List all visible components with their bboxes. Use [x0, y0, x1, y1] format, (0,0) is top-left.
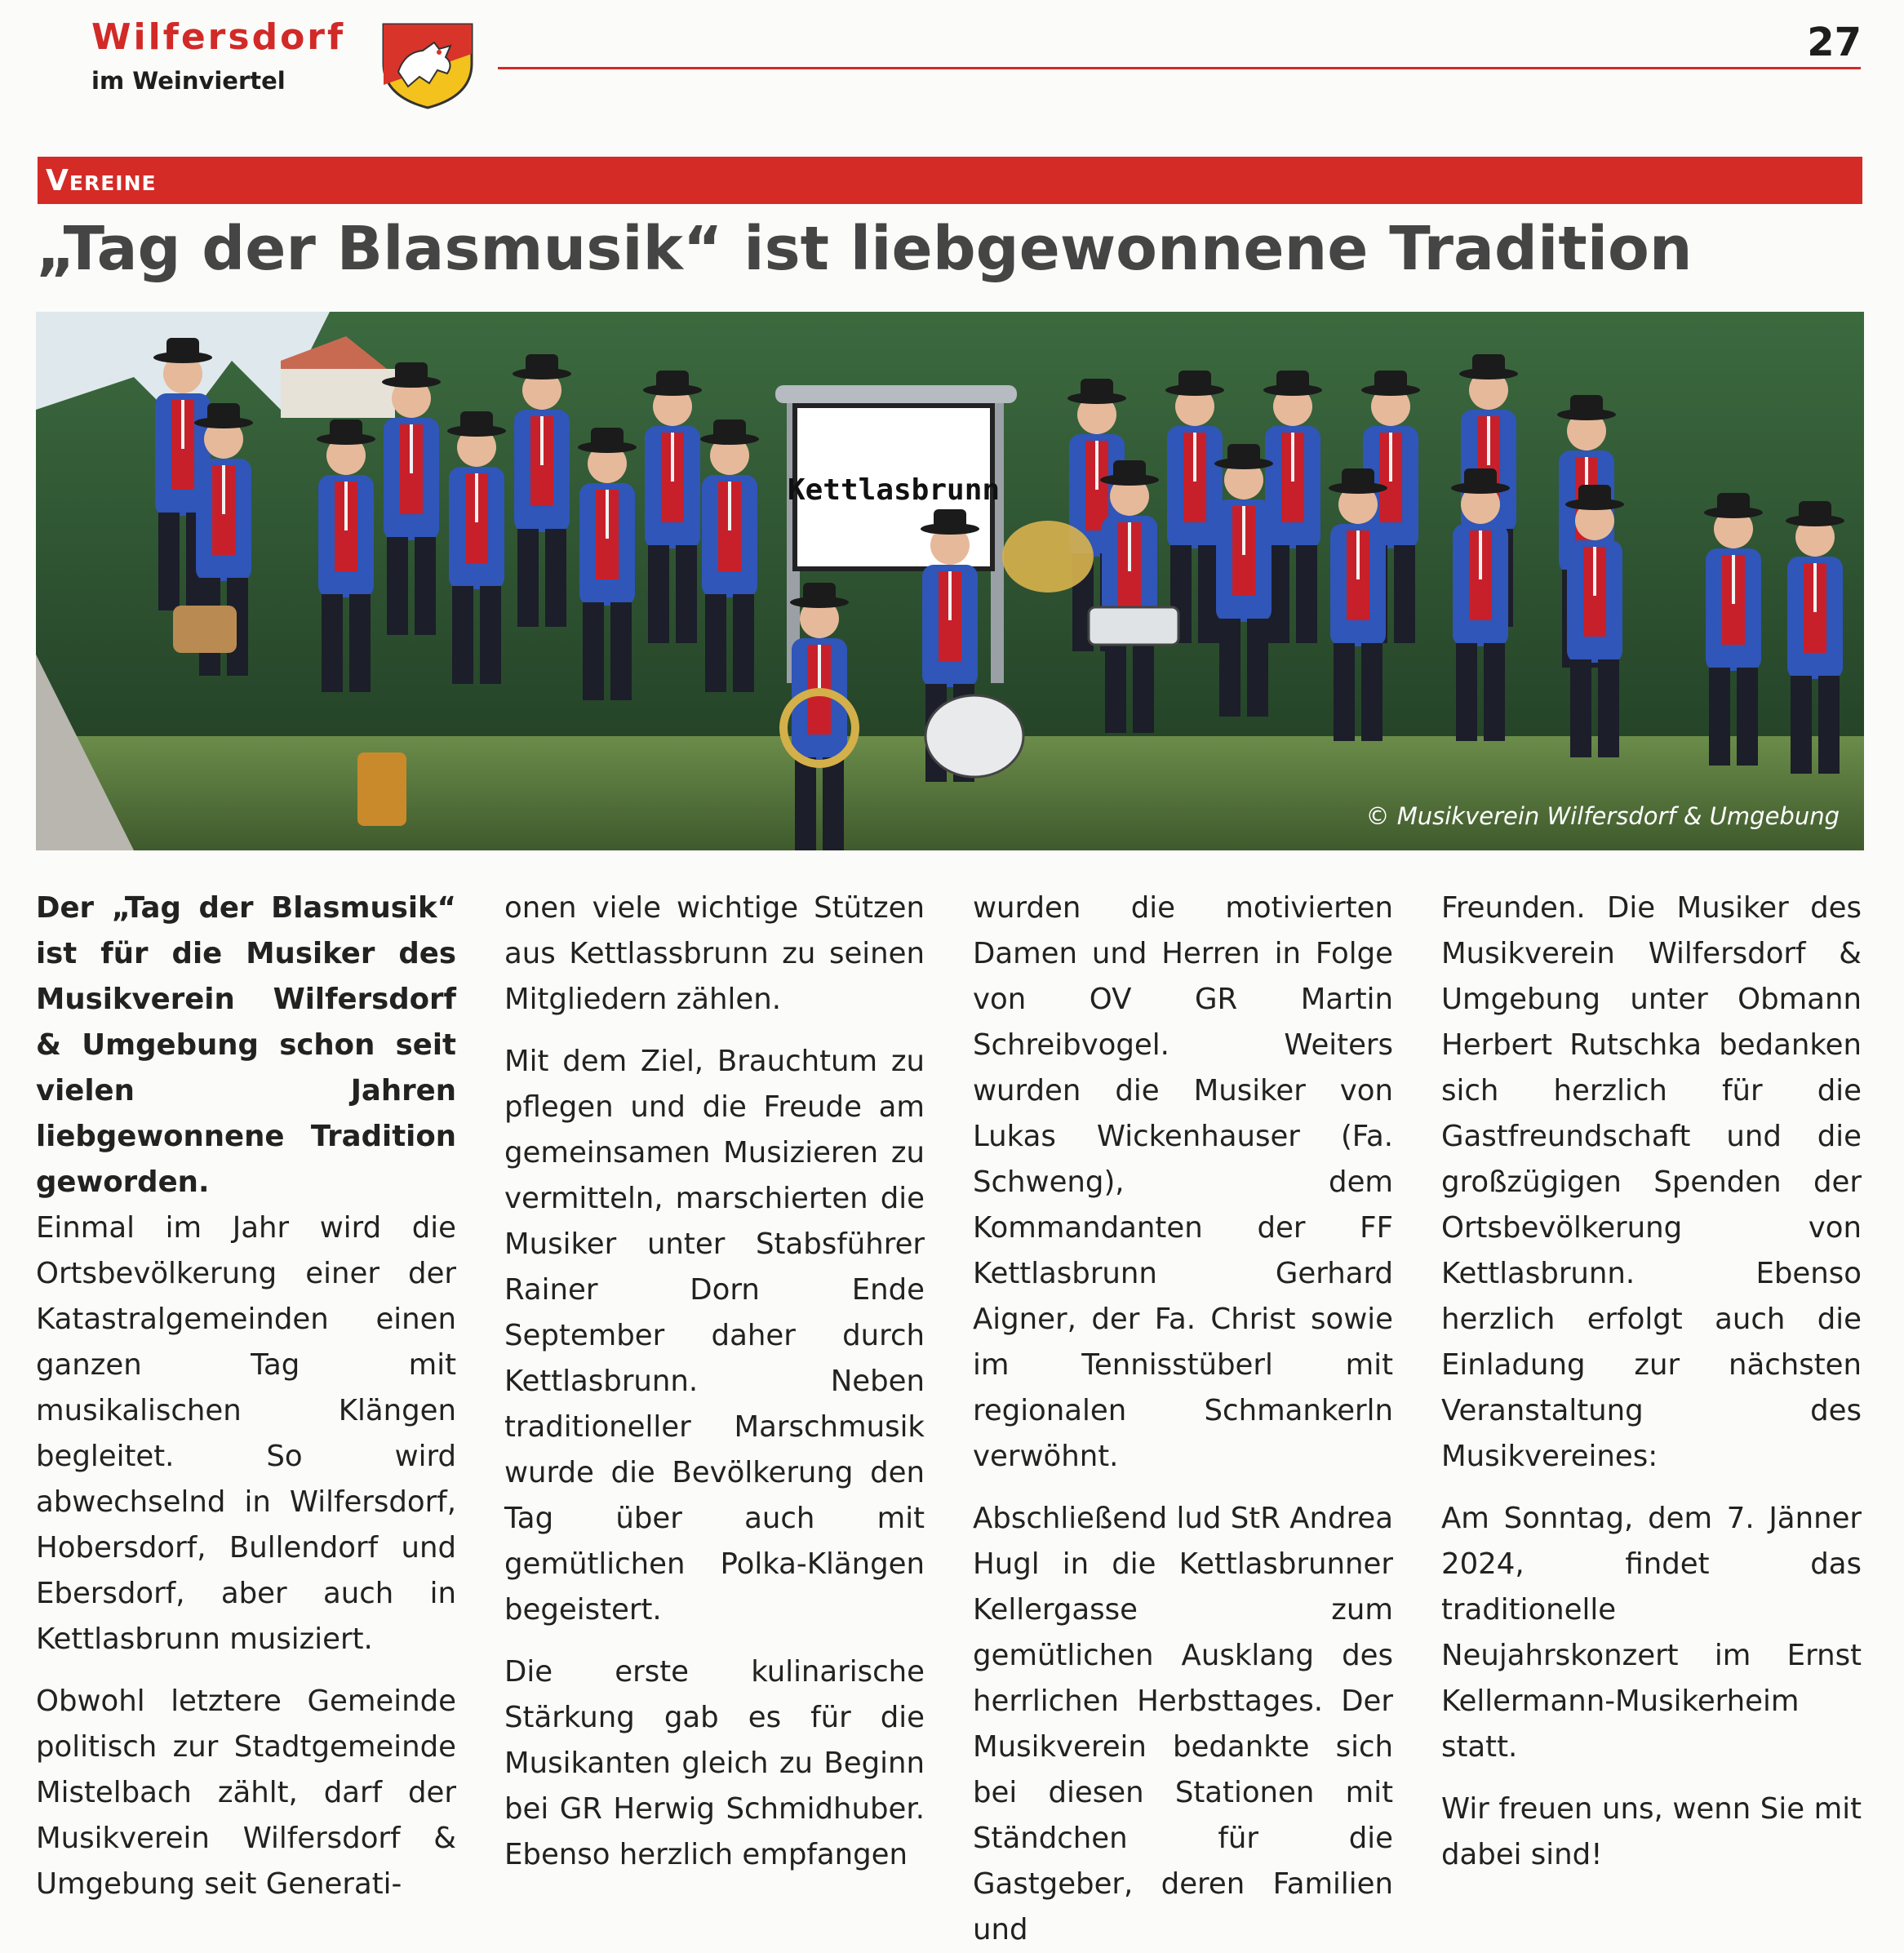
masthead: [91, 16, 346, 95]
article-column-4: [1441, 886, 1862, 1878]
section-label: Vereine: [46, 164, 157, 198]
group-photo: [36, 312, 1864, 850]
brand-subtitle: im Weinviertel: [91, 67, 286, 95]
paragraph: Obwohl letztere Gemeinde politisch zur Stadtgemeinde Mistelbach zählt, darf der Musikverein Wilfersdorf & Umgebung seit Generati-: [36, 1684, 456, 1901]
paragraph: Freunden. Die Musiker des Musikverein Wilfersdorf & Umgebung unter Obmann Herbert Rutschka bedanken sich herzlich für die Gastfreundschaft und die großzügigen Spenden der Ortsbevölkerung von Kettlasbrunn. Ebenso herzlich erfolgt auch die Einladung zur nächsten Veranstaltung des Musikvereines:: [1441, 891, 1862, 1473]
paragraph: Mit dem Ziel, Brauchtum zu pflegen und die Freude am gemeinsamen Musizieren zu vermitteln, marschierten die Musiker unter Stabsführer Rainer Dorn Ende September daher durch Kettlasbrunn. Neben traditioneller Marschmusik wurde die Bevölkerung den Tag über auch mit gemütlichen Polka-Klängen begeistert.: [504, 1045, 925, 1627]
article-column-1: [36, 886, 456, 1907]
article-column-3: [973, 886, 1393, 1953]
paragraph: Am Sonntag, dem 7. Jänner 2024, findet das traditionelle Neujahrskonzert im Ernst Kellermann-Musikerheim statt.: [1441, 1502, 1862, 1764]
article-title: „Tag der Blasmusik“ ist liebgewonnene Tradition: [36, 214, 1693, 284]
header-rule: [498, 67, 1861, 69]
paragraph: Einmal im Jahr wird die Ortsbevölkerung einer der Katastralgemeinden einen ganzen Tag mit musikalischen Klängen begleitet. So wird abwechselnd in Wilfersdorf, Hobersdorf, Bullendorf und Ebersdorf, aber auch in Kettlasbrunn musiziert.: [36, 1211, 456, 1656]
paragraph: Die erste kulinarische Stärkung gab es für die Musikanten gleich zu Beginn bei GR Herwig Schmidhuber. Ebenso herzlich empfangen: [504, 1655, 925, 1871]
band-photo-illustration: [36, 312, 1864, 850]
photo-credit: © Musikverein Wilfersdorf & Umgebung: [1365, 802, 1840, 830]
wilfersdorf-coat-of-arms-icon: [380, 21, 475, 109]
sign-text: Kettlasbrunn: [787, 473, 1001, 507]
paragraph: wurden die motivierten Damen und Herren in Folge von OV GR Martin Schreibvogel. Weiters wurden die Musiker von Lukas Wickenhauser (Fa. Schweng), dem Kommandanten der FF Kettlasbrunn Gerhard Aigner, der Fa. Christ sowie im Tennisstüberl mit regionalen Schmankerln verwöhnt.: [973, 891, 1393, 1473]
brand-name: Wilfersdorf: [91, 16, 346, 58]
section-banner: [38, 157, 1862, 204]
page-number: 27: [1807, 20, 1862, 65]
lead-paragraph: Der „Tag der Blasmusik“ ist für die Musiker des Musikverein Wilfersdorf & Umgebung schon seit vielen Jahren liebgewonnene Tradition geworden.: [36, 891, 456, 1199]
paragraph: Wir freuen uns, wenn Sie mit dabei sind!: [1441, 1792, 1862, 1871]
paragraph: onen viele wichtige Stützen aus Kettlassbrunn zu seinen Mitgliedern zählen.: [504, 891, 925, 1016]
paragraph: Abschließend lud StR Andrea Hugl in die Kettlasbrunner Kellergasse zum gemütlichen Ausklang des herrlichen Herbsttages. Der Musikverein bedankte sich bei diesen Stationen mit Ständchen für die Gastgeber, deren Familien und: [973, 1502, 1393, 1946]
article-column-2: [504, 886, 925, 1878]
